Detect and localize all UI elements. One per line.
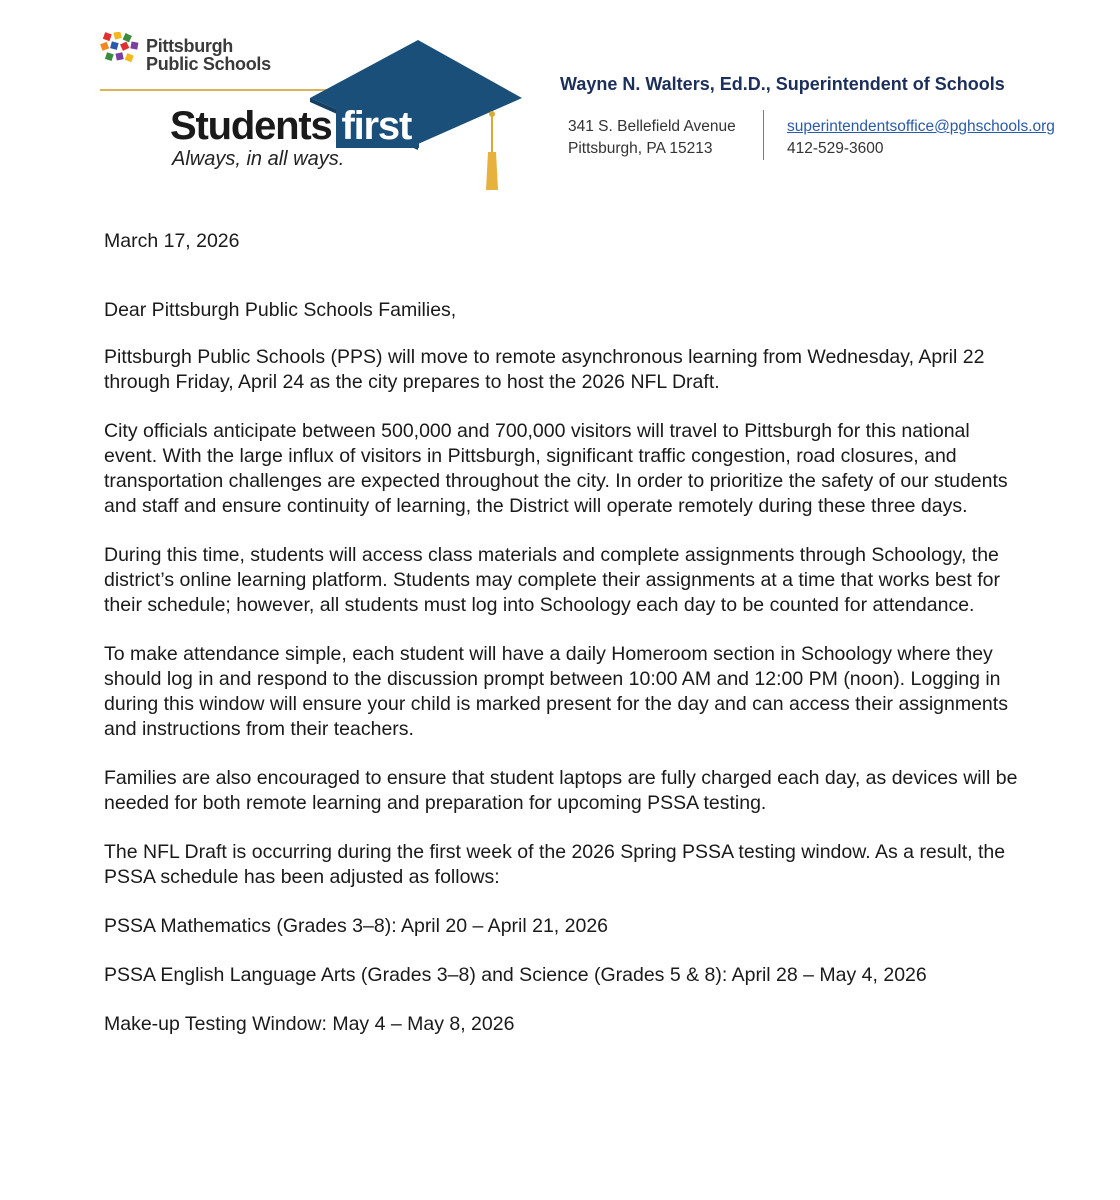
contact-divider [763,110,764,160]
letter-body [104,229,1024,1061]
schedule-item-math: PSSA Mathematics (Grades 3–8): April 20 – April 21, 2026 [104,915,609,937]
phone-number: 412-529-3600 [787,140,884,157]
pps-logo-dots-icon [100,32,140,68]
address-line1: 341 S. Bellefield Avenue [568,118,736,135]
mailing-address [568,116,736,160]
organization-name [146,37,271,73]
contact-info [787,116,1055,160]
letter-date: March 17, 2026 [104,230,240,252]
slogan-word-students: Students [170,104,332,148]
paragraph-attendance: To make attendance simple, each student will have a daily Homeroom section in Schoology where they should log in and respond to the discussion prompt between 10:00 AM and 12:00 PM (noon). Logging in during this window will ensure your child is marked present for the day and can access their assignments and instructions from their teachers. [104,643,1008,740]
paragraph-remote-learning: Pittsburgh Public Schools (PPS) will move to remote asynchronous learning from Wednesday, April 22 through Friday, April 24 as the city prepares to host the 2026 NFL Draft. [104,346,985,393]
paragraph-pssa-intro: The NFL Draft is occurring during the first week of the 2026 Spring PSSA testing window. As a result, the PSSA schedule has been adjusted as follows: [104,841,1006,888]
schedule-item-ela-science: PSSA English Language Arts (Grades 3–8) and Science (Grades 5 & 8): April 28 – May 4, 2026 [104,964,927,986]
letter-salutation: Dear Pittsburgh Public Schools Families, [104,299,457,321]
students-first-slogan [170,104,419,148]
paragraph-visitors: City officials anticipate between 500,000 and 700,000 visitors will travel to Pittsburgh for this national event. With the large influx of visitors in Pittsburgh, significant traffic congestion, road closures, and transportation challenges are expected throughout the city. In order to prioritize the safety of our students and staff and ensure continuity of learning, the District will operate remotely during these three days. [104,420,1008,517]
paragraph-laptops: Families are also encouraged to ensure that student laptops are fully charged each day, as devices will be needed for both remote learning and preparation for upcoming PSSA testing. [104,767,1018,814]
org-name-line1: Pittsburgh [146,36,233,56]
org-name-line2: Public Schools [146,54,271,74]
schedule-item-makeup: Make-up Testing Window: May 4 – May 8, 2026 [104,1013,515,1035]
slogan-tagline: Always, in all ways. [172,148,345,170]
email-link[interactable]: superintendentsoffice@pghschools.org [787,118,1055,135]
slogan-word-first: first [336,104,420,148]
address-line2: Pittsburgh, PA 15213 [568,140,713,157]
paragraph-schoology: During this time, students will access class materials and complete assignments through Schoology, the district’s online learning platform. Students may complete their assignments at a time that works best for their schedule; however, all students must log into Schoology each day to be counted for attendance. [104,544,1000,616]
superintendent-name: Wayne N. Walters, Ed.D., Superintendent of Schools [560,74,1005,94]
